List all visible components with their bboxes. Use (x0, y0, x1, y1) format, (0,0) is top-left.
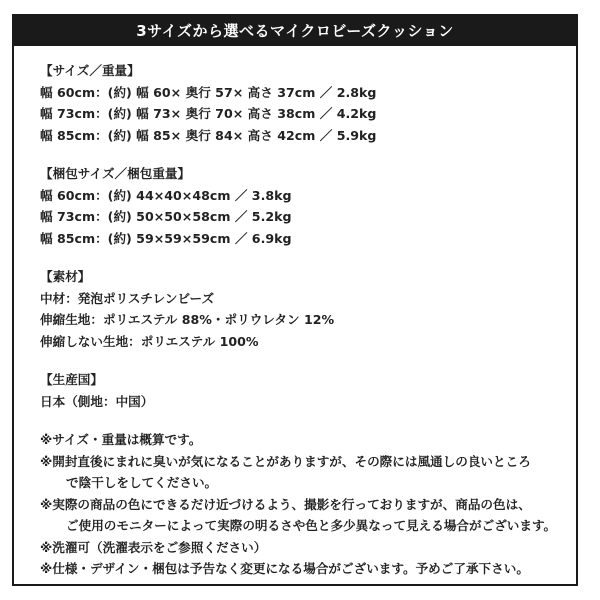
section-package (40, 163, 570, 249)
spec-line: 幅 85cm：(約) 幅 85× 奥行 84× 高さ 42cm ／ 5.9kg (40, 127, 377, 143)
note-item: ※仕様・デザイン・梱包は予告なく変更になる場合がございます。予めご了承下さい。 (40, 561, 529, 576)
section-heading: 【梱包サイズ／梱包重量】 (40, 166, 191, 181)
spec-line: 日本（側地：中国） (40, 393, 154, 409)
spec-line: 幅 60cm：(約) 幅 60× 奥行 57× 高さ 37cm ／ 2.8kg (40, 84, 377, 100)
spec-line: 中材：発泡ポリスチレンビーズ (40, 290, 215, 306)
note-item: ※開封直後にまれに臭いが気になることがありますが、その際には風通しの良いところ (40, 453, 531, 469)
note-item-continuation: で陰干しをしてください。 (66, 475, 218, 490)
note-item-continuation: ご使用のモニターによって実際の明るさや色と多少異なって見える場合がございます。 (66, 518, 557, 533)
page-title: 3サイズから選べるマイクロビーズクッション (14, 16, 576, 46)
note-item: ※サイズ・重量は概算です。 (40, 432, 202, 447)
content-area (40, 60, 570, 580)
spec-line: 幅 73cm：(約) 50×50×58cm ／ 5.2kg (40, 209, 292, 224)
info-panel (12, 14, 578, 586)
spec-line: 伸縮生地：ポリエステル 88%・ポリウレタン 12% (40, 312, 335, 327)
section-origin (40, 369, 570, 412)
section-heading: 【素材】 (40, 269, 91, 284)
note-item: ※洗濯可（洗濯表示をご参照ください） (40, 539, 267, 555)
spec-line: 幅 73cm：(約) 幅 73× 奥行 70× 高さ 38cm ／ 4.2kg (40, 106, 377, 121)
spec-line: 幅 85cm：(約) 59×59×59cm ／ 6.9kg (40, 230, 292, 246)
section-heading: 【サイズ／重量】 (40, 63, 140, 78)
note-item: ※実際の商品の色にできるだけ近づけるよう、撮影を行っておりますが、商品の色は、 (40, 496, 531, 512)
spec-line: 幅 60cm：(約) 44×40×48cm ／ 3.8kg (40, 187, 292, 203)
section-size-weight (40, 60, 570, 146)
spec-line: 伸縮しない生地：ポリエステル 100% (40, 333, 259, 349)
section-heading: 【生産国】 (40, 372, 103, 387)
section-material (40, 266, 570, 352)
notes-list (40, 429, 570, 580)
